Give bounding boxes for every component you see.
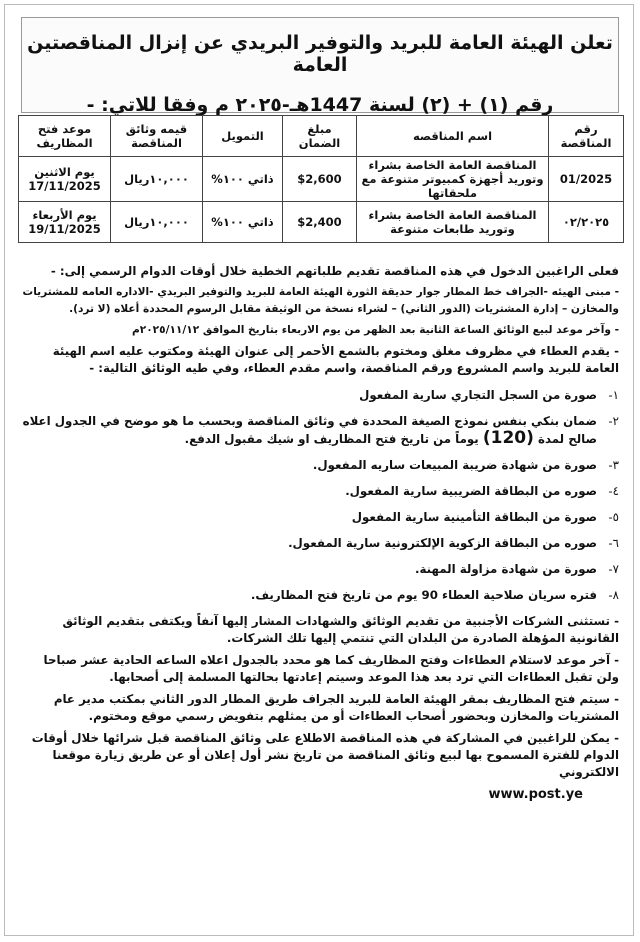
item-text-part1: ضمان بنكي بنفس نموذج الصيغة المحددة في وثائق المناقصة وبحسب ما هو موضح في الجدول اعلاه صالح لمدة: [22, 414, 597, 446]
submission-deadline-note: - آخر موعد لاستلام العطاءات وفتح المظاريف كما هو محدد بالجدول اعلاه الساعه الحادية عشر صباحا ولن تقبل العطاءات التي ترد بعد هذا الموعد وسيتم إعادتها بحالتها المسلمة إلى أصحابها.: [43, 653, 619, 684]
item-text: [21, 413, 597, 448]
list-item: [21, 413, 619, 448]
item-text: صوره من البطاقة الزكوية الإلكترونية سارية المفعول.: [288, 536, 597, 550]
address-paragraph: - مبنى الهيئه -الجراف خط المطار جوار حديقة الثورة الهيئة العامة للبريد والتوفير البريدي -الاداره العامه للمشتريات والمخازن – إدارة المشتريات (الدور الثاني) – لشراء نسخة من الوثيقة مقابل الرسوم المحددة أعلاه (لا ترد).: [22, 286, 619, 315]
item-number: ٢-: [608, 414, 619, 428]
list-item: [21, 457, 619, 474]
header-opening-date: موعد فتح المظاريف: [19, 116, 111, 157]
announcement-title: تعلن الهيئة العامة للبريد والتوفير البريدي عن إنزال المناقصتين العامة: [27, 32, 613, 76]
item-number: ١-: [608, 388, 619, 402]
item-number: ٤-: [608, 484, 619, 498]
list-item: [21, 483, 619, 500]
table-header-row: [19, 116, 624, 157]
item-number: ٥-: [608, 510, 619, 524]
tenders-table: [18, 115, 624, 243]
item-text: صورة من السجل التجاري سارية المفعول: [359, 388, 597, 402]
item-text-part2: يوماً من تاريخ فتح المظاريف او شيك مقبول الدفع.: [184, 432, 479, 446]
item-text: صورة من شهادة ضريبة المبيعات ساريه المفعول.: [312, 458, 597, 472]
cell-tender-name: المناقصة العامة الخاصة بشراء وتوريد طابعات متنوعة: [357, 202, 549, 243]
cell-tender-number: 01/2025: [549, 157, 624, 202]
list-item: [21, 535, 619, 552]
website-link[interactable]: www.post.ye: [488, 787, 583, 802]
item-text: صوره من البطاقة الضريبية سارية المفعول.: [345, 484, 597, 498]
cell-opening-date: يوم الاثنين 17/11/2025: [19, 157, 111, 202]
intro-paragraph: فعلى الراغبين الدخول في هذه المناقصة تقديم طلباتهم الخطية خلال أوقات الدوام الرسمي إلى: -: [50, 264, 619, 278]
cell-document-price: ١٠,٠٠٠ريال: [111, 157, 203, 202]
header-funding: التمويل: [203, 116, 283, 157]
item-number: ٣-: [608, 458, 619, 472]
item-text: صورة من البطاقة التأمينية سارية المفعول: [351, 510, 597, 524]
item-number: ٨-: [608, 588, 619, 602]
title-box: [21, 17, 619, 116]
document-review-note: - يمكن للراغبين في المشاركة في هذه المناقصة الاطلاع على وثائق المناقصة قبل شرائها خلال أوقات الدوام للفترة المسموح بها لبيع وثائق المناقصة من تاريخ نشر أول إعلان أو عن طريق زيارة موقعنا الالكتروني: [31, 731, 619, 779]
header-guarantee-amount: مبلغ الضمان: [283, 116, 357, 157]
item-text: فتره سريان صلاحية العطاء 90 يوم من تاريخ فتح المظاريف.: [250, 588, 597, 602]
required-documents-list: [21, 387, 619, 604]
envelope-opening-note: - سيتم فتح المظاريف بمقر الهيئة العامة للبريد الجراف طريق المطار الدور الثاني بمكتب مدير عام المشتريات والمخازن وبحضور أصحاب العطاءات أو من يمثلهم بتفويض رسمي موقع ومختوم.: [53, 692, 619, 723]
cell-guarantee-amount: $2,600: [283, 157, 357, 202]
header-document-price: قيمه وثائق المناقصة: [111, 116, 203, 157]
header-tender-number: رقم المناقصة: [549, 116, 624, 157]
table-row: [19, 202, 624, 243]
item-number: ٧-: [608, 562, 619, 576]
cell-funding: ذاتي ١٠٠%: [203, 202, 283, 243]
list-item: [21, 509, 619, 526]
cell-document-price: ١٠,٠٠٠ريال: [111, 202, 203, 243]
cell-guarantee-amount: $2,400: [283, 202, 357, 243]
item-number: ٦-: [608, 536, 619, 550]
cell-tender-name: المناقصة العامة الخاصة بشراء وتوريد أجهزة كمبيوتر متنوعة مع ملحقاتها: [357, 157, 549, 202]
list-item: [21, 561, 619, 578]
tender-announcement-page: [4, 4, 634, 936]
header-tender-name: اسم المناقصه: [357, 116, 549, 157]
sale-deadline-paragraph: - وآخر موعد لبيع الوثائق الساعة الثانية بعد الظهر من يوم الاربعاء بتاريخ الموافق ٢٠٢٥/١١/١٢م: [131, 324, 619, 336]
announcement-body: [21, 263, 619, 803]
foreign-companies-note: - تستثنى الشركات الأجنبية من تقديم الوثائق والشهادات المشار إليها آنفاً ويكتفى بتقديم الوثائق القانونية المؤهلة الصادرة من البلدان التي تنتمي إليها تلك الشركات.: [62, 614, 619, 645]
submission-paragraph: - يقدم العطاء في مظروف مغلق ومختوم بالشمع الأحمر إلى عنوان الهيئة ومكتوب عليه اسم الهيئة العامة للبريد واسم المشروع ورقم المناقصة، واسم مقدم العطاء، وفي طيه الوثائق التالية: -: [52, 344, 619, 375]
cell-opening-date: يوم الأربعاء 19/11/2025: [19, 202, 111, 243]
item-text: صورة من شهادة مزاولة المهنة.: [415, 562, 597, 576]
list-item: [21, 587, 619, 604]
table-row: [19, 157, 624, 202]
cell-tender-number: ٠٢/٢٠٢٥: [549, 202, 624, 243]
announcement-subtitle: رقم (١) + (٢) لسنة 1447هـ-٢٠٢٥ م وفقا للاتي: -: [86, 94, 554, 116]
cell-funding: ذاتي ١٠٠%: [203, 157, 283, 202]
validity-days: (120): [482, 428, 534, 448]
list-item: [21, 387, 619, 404]
